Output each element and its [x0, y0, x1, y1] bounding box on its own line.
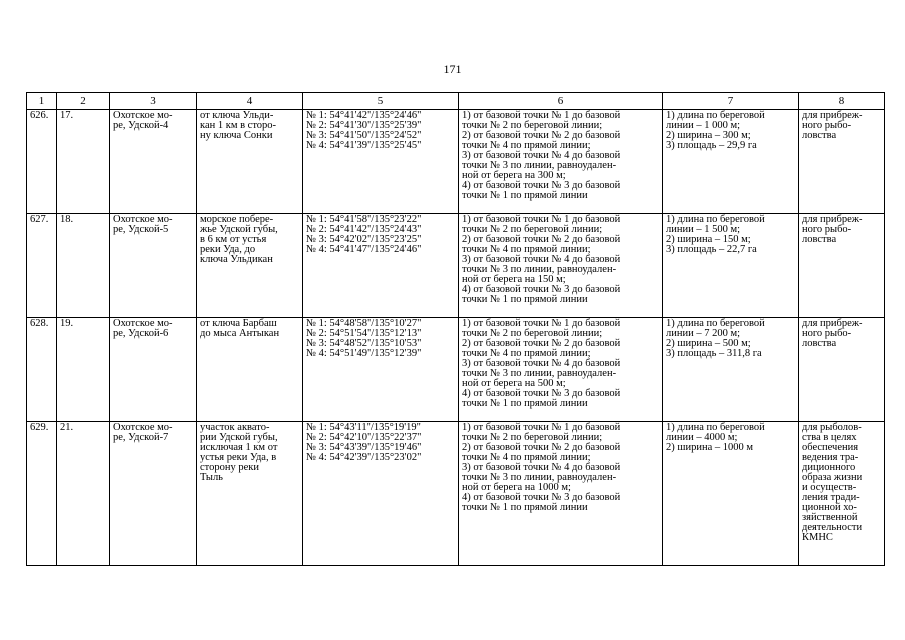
- area-dimensions: 1) длина по береговой линии – 7 200 м; 2) ширина – 500 м; 3) площадь – 311,8 га: [663, 318, 799, 422]
- column-header: 6: [459, 93, 663, 110]
- table-row: [27, 318, 885, 422]
- page-number: 171: [443, 62, 462, 76]
- area-location: морское побере- жье Удской губы, в 6 км от устья реки Уда, до ключа Ульдикан: [197, 214, 303, 318]
- row-subnumber: 21.: [57, 422, 110, 566]
- area-dimensions: 1) длина по береговой линии – 1 500 м; 2) ширина – 150 м; 3) площадь – 22,7 га: [663, 214, 799, 318]
- area-purpose: для прибреж- ного рыбо- ловства: [799, 318, 885, 422]
- area-boundaries: 1) от базовой точки № 1 до базовой точки № 2 по береговой линии; 2) от базовой точки № 2 до базовой точки № 4 по прямой линии; 3) от базовой точки № 4 до базовой точки № 3 по линии, равноудален- ной от берега на 500 м; 4) от базовой точки № 3 до базовой точки № 1 по прямой линии: [459, 318, 663, 422]
- area-coordinates: № 1: 54°48'58"/135°10'27" № 2: 54°51'54"/135°12'13" № 3: 54°48'52"/135°10'53" № 4: 54°51'49"/135°12'39": [303, 318, 459, 422]
- area-location: участок аквато- рии Удской губы, исключая 1 км от устья реки Уда, в сторону реки Тыль: [197, 422, 303, 566]
- column-header: 7: [663, 93, 799, 110]
- row-number: 627.: [27, 214, 57, 318]
- row-number: 626.: [27, 110, 57, 214]
- area-dimensions: 1) длина по береговой линии – 1 000 м; 2) ширина – 300 м; 3) площадь – 29,9 га: [663, 110, 799, 214]
- row-subnumber: 17.: [57, 110, 110, 214]
- area-name: Охотское мо- ре, Удской-6: [110, 318, 197, 422]
- area-coordinates: № 1: 54°43'11"/135°19'19" № 2: 54°42'10"/135°22'37" № 3: 54°43'39"/135°19'46" № 4: 54°42'39"/135°23'02": [303, 422, 459, 566]
- table-row: [27, 422, 885, 566]
- area-name: Охотское мо- ре, Удской-5: [110, 214, 197, 318]
- table-header-row: [27, 93, 885, 110]
- area-purpose: для прибреж- ного рыбо- ловства: [799, 110, 885, 214]
- row-subnumber: 18.: [57, 214, 110, 318]
- area-boundaries: 1) от базовой точки № 1 до базовой точки № 2 по береговой линии; 2) от базовой точки № 2 до базовой точки № 4 по прямой линии; 3) от базовой точки № 4 до базовой точки № 3 по линии, равноудален- ной от берега на 150 м; 4) от базовой точки № 3 до базовой точки № 1 по прямой линии: [459, 214, 663, 318]
- fishing-areas-table: [26, 92, 885, 566]
- column-header: 1: [27, 93, 57, 110]
- area-boundaries: 1) от базовой точки № 1 до базовой точки № 2 по береговой линии; 2) от базовой точки № 2 до базовой точки № 4 по прямой линии; 3) от базовой точки № 4 до базовой точки № 3 по линии, равноудален- ной от берега на 1000 м; 4) от базовой точки № 3 до базовой точки № 1 по прямой линии: [459, 422, 663, 566]
- area-boundaries: 1) от базовой точки № 1 до базовой точки № 2 по береговой линии; 2) от базовой точки № 2 до базовой точки № 4 по прямой линии; 3) от базовой точки № 4 до базовой точки № 3 по линии, равноудален- ной от берега на 300 м; 4) от базовой точки № 3 до базовой точки № 1 по прямой линии: [459, 110, 663, 214]
- column-header: 5: [303, 93, 459, 110]
- column-header: 2: [57, 93, 110, 110]
- table-row: [27, 214, 885, 318]
- row-number: 629.: [27, 422, 57, 566]
- column-header: 4: [197, 93, 303, 110]
- area-location: от ключа Барбаш до мыса Антыкан: [197, 318, 303, 422]
- area-coordinates: № 1: 54°41'58"/135°23'22" № 2: 54°41'42"/135°24'43" № 3: 54°42'02"/135°23'25" № 4: 54°41'47"/135°24'46": [303, 214, 459, 318]
- area-dimensions: 1) длина по береговой линии – 4000 м; 2) ширина – 1000 м: [663, 422, 799, 566]
- area-purpose: для рыболов- ства в целях обеспечения ведения тра- диционного образа жизни и осуществ- ления тради- ционной хо- зяйственной деятельности КМНС: [799, 422, 885, 566]
- area-coordinates: № 1: 54°41'42"/135°24'46" № 2: 54°41'30"/135°25'39" № 3: 54°41'50"/135°24'52" № 4: 54°41'39"/135°25'45": [303, 110, 459, 214]
- table-row: [27, 110, 885, 214]
- row-number: 628.: [27, 318, 57, 422]
- row-subnumber: 19.: [57, 318, 110, 422]
- column-header: 3: [110, 93, 197, 110]
- area-location: от ключа Ульди- кан 1 км в сторо- ну ключа Сонки: [197, 110, 303, 214]
- area-name: Охотское мо- ре, Удской-4: [110, 110, 197, 214]
- area-purpose: для прибреж- ного рыбо- ловства: [799, 214, 885, 318]
- area-name: Охотское мо- ре, Удской-7: [110, 422, 197, 566]
- column-header: 8: [799, 93, 885, 110]
